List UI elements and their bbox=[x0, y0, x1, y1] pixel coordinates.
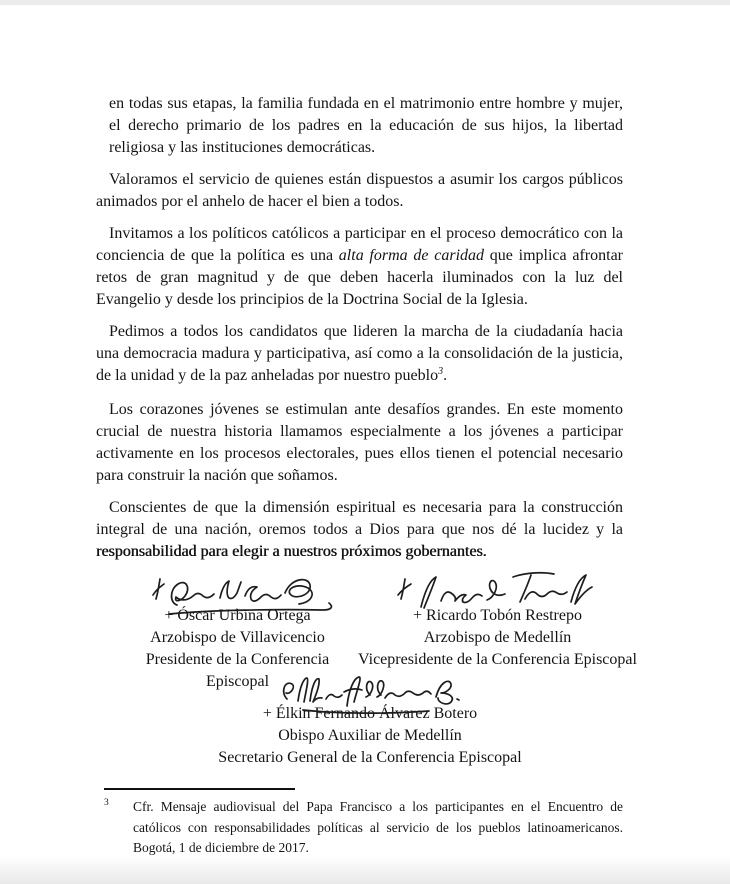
signature-section bbox=[0, 565, 730, 765]
paragraph-invitamos bbox=[96, 223, 623, 311]
paper-sheet bbox=[0, 5, 730, 862]
signature-name: + Élkin Fernando Álvarez Botero bbox=[262, 705, 478, 722]
paragraph-text: . bbox=[443, 367, 448, 384]
paragraph-continuation: en todas sus etapas, la familia fundada en el matrimonio entre hombre y mujer, el derecho primario de los padres en la educación de sus hijos, la libertad religiosa y las instituciones democráticas. bbox=[109, 95, 623, 156]
body-text bbox=[96, 93, 623, 573]
signature-name: + Ricardo Tobón Restrepo bbox=[413, 607, 582, 624]
paragraph-text: que implica afrontar retos de gran magnitud y de que deben hacerla iluminados con la luz del Evangelio y desde los principios de la Doctrina Social de la Iglesia. bbox=[96, 247, 624, 308]
footnote-text: Cfr. Mensaje audiovisual del Papa Francisco a los participantes en el Encuentro de católicos con responsabilidades políticas al servicio de los pueblos latinoamericanos. Bogotá, 1 de diciembre de 2017. bbox=[133, 799, 623, 855]
signature-title: Arzobispo de Villavicencio bbox=[150, 629, 325, 646]
footnote-reference: 3 bbox=[438, 366, 444, 377]
paragraph-text: Pedimos a todos los candidatos que lideren la marcha de la ciudadanía hacia una democracia madura y participativa, así como a la consolidación de la justicia, de la unidad y de la paz anheladas por nuestro pueblo bbox=[96, 323, 623, 384]
paragraph-jovenes: Los corazones jóvenes se estimulan ante desafíos grandes. En este momento crucial de nuestra historia llamamos especialmente a los jóvenes a participar activamente en los procesos electorales, pues ellos tienen el potencial necesario para construir la nación que soñamos. bbox=[96, 401, 623, 484]
paragraph-text: Conscientes de que la dimensión espiritual es necesaria para la construcción integral de una nación, oremos todos a Dios para que nos dé la lucidez y la bbox=[96, 499, 623, 538]
page-bottom-shadow bbox=[0, 856, 730, 884]
signature-block-president bbox=[115, 605, 360, 693]
footnote-area bbox=[104, 788, 623, 859]
paragraph-conscientes bbox=[96, 497, 623, 563]
italic-phrase: alta forma de caridad bbox=[338, 247, 485, 264]
signature-title: Obispo Auxiliar de Medellín bbox=[278, 727, 462, 744]
signature-block-vicepresident bbox=[355, 605, 640, 671]
paragraph-pedimos bbox=[96, 321, 623, 389]
signature-title: Arzobispo de Medellín bbox=[423, 629, 572, 646]
signature-name: + Óscar Urbina Ortega bbox=[164, 607, 311, 624]
paragraph-valoramos: Valoramos el servicio de quienes están dispuestos a asumir los cargos públicos animados por el anhelo de hacer el bien a todos. bbox=[96, 171, 623, 210]
footnote-marker: 3 bbox=[104, 798, 109, 808]
signature-block-secretary bbox=[185, 703, 555, 769]
signature-title: Secretario General de la Conferencia Episcopal bbox=[218, 749, 522, 766]
footnote-divider bbox=[104, 788, 295, 790]
emphasized-phrase: responsabilidad para elegir a nuestros próximos gobernantes. bbox=[96, 543, 487, 560]
paragraph-text: Invitamos a los políticos católicos a participar en el proceso democrático con la conciencia de que la política es una bbox=[96, 225, 623, 264]
signature-title: Vicepresidente de la Conferencia Episcopal bbox=[358, 651, 637, 668]
signature-title: Presidente de la Conferencia Episcopal bbox=[145, 651, 330, 690]
